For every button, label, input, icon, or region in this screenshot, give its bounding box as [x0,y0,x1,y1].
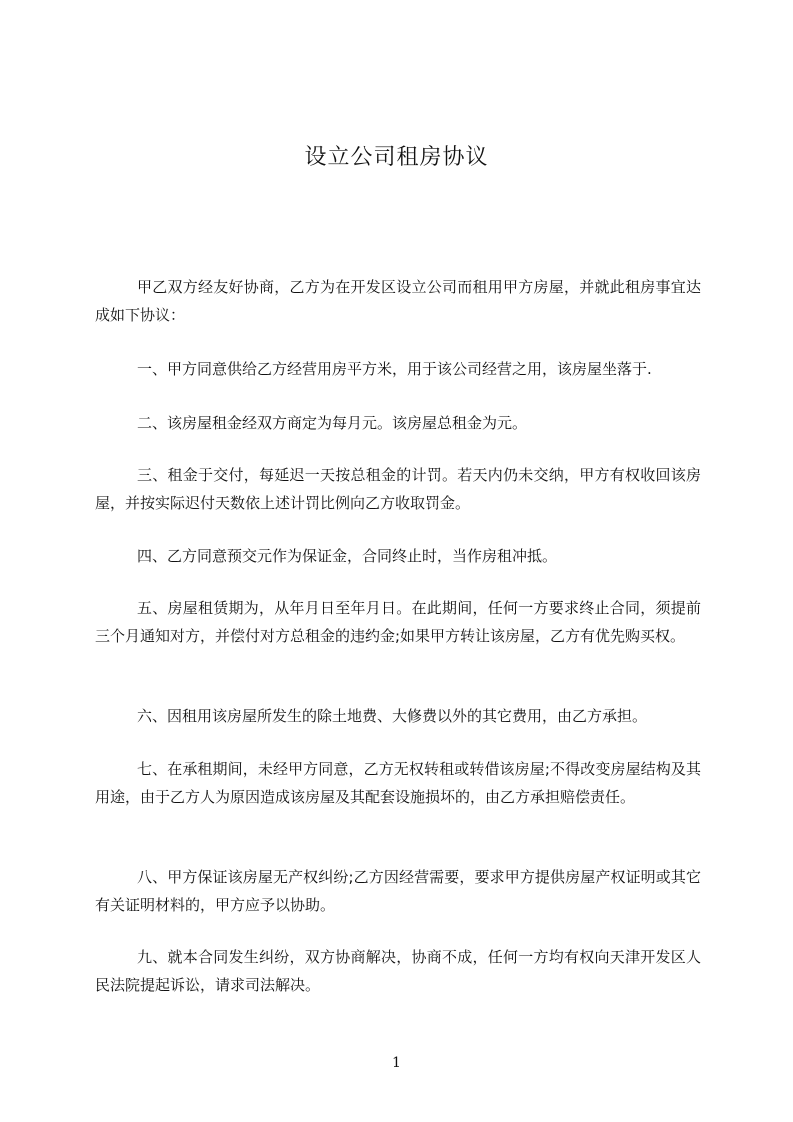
clause-5: 五、房屋租赁期为，从年月日至年月日。在此期间，任何一方要求终止合同，须提前三个月通知对方，并偿付对方总租金的违约金;如果甲方转让该房屋，乙方有优先购买权。 [95,599,701,645]
clause-8: 八、甲方保证该房屋无产权纠纷;乙方因经营需要，要求甲方提供房屋产权证明或其它有关证明材料的，甲方应予以协助。 [95,868,701,914]
clause-7: 七、在承租期间，未经甲方同意，乙方无权转租或转借该房屋;不得改变房屋结构及其用途，由于乙方人为原因造成该房屋及其配套设施损坏的，由乙方承担赔偿责任。 [95,760,701,806]
page-number: 1 [392,1055,401,1071]
clause-1: 一、甲方同意供给乙方经营用房平方米，用于该公司经营之用，该房屋坐落于. [137,360,652,378]
clause-3: 三、租金于交付，每延迟一天按总租金的计罚。若天内仍未交纳，甲方有权收回该房屋，并按实际迟付天数依上述计罚比例向乙方收取罚金。 [95,466,701,512]
clause-9: 九、就本合同发生纠纷，双方协商解决，协商不成，任何一方均有权向天津开发区人民法院提起诉讼，请求司法解决。 [95,948,701,994]
clause-2: 二、该房屋租金经双方商定为每月元。该房屋总租金为元。 [137,414,528,432]
document-title: 设立公司租房协议 [304,145,489,170]
clause-4: 四、乙方同意预交元作为保证金，合同终止时，当作房租冲抵。 [137,547,558,565]
intro-paragraph: 甲乙双方经友好协商，乙方为在开发区设立公司而租用甲方房屋，并就此租房事宜达成如下协议： [95,278,701,324]
clause-6: 六、因租用该房屋所发生的除土地费、大修费以外的其它费用，由乙方承担。 [137,707,648,725]
